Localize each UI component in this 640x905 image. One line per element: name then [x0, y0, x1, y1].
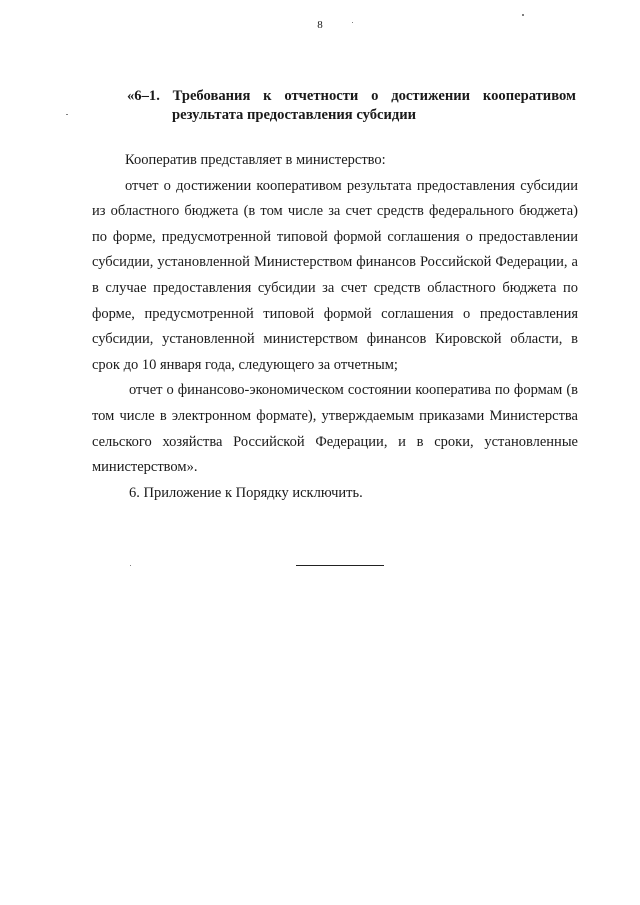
heading-word: о	[371, 88, 379, 104]
scan-speck	[130, 565, 131, 566]
page-number: 8	[317, 19, 323, 31]
scan-speck	[522, 14, 524, 16]
report-result-paragraph: отчет о достижении кооперативом результата предоставления субсидии из областного бюджета (в том числе за счет средств федерального бюджета) по форме, предусмотренной типовой формой соглашения о предоставлении субсидии, установленной Министерством финансов Российской Федерации, а в случае предоставления субсидии за счет средств областного бюджета по форме, предусмотренной типовой формой соглашения о предоставления субсидии, установленной министерством финансов Кировской области, в срок до 10 января года, следующего за отчетным;	[92, 177, 578, 373]
closing-separator-line	[296, 565, 384, 566]
heading-word: «6–1.	[127, 88, 160, 104]
heading-word: кооперативом	[482, 88, 576, 104]
document-body	[92, 148, 578, 506]
report-financial-paragraph: отчет о финансово-экономическом состоянии кооператива по формам (в том числе в электронном формате), утверждаемым приказами Министерства сельского хозяйства Российской Федерации, и в сроки, установленные министерством».	[92, 382, 578, 476]
heading-word: к	[263, 88, 272, 104]
scan-speck	[352, 22, 353, 23]
heading-line-2: результата предоставления субсидии	[172, 107, 417, 123]
appendix-paragraph: 6. Приложение к Порядку исключить.	[129, 484, 363, 501]
heading-line-1	[127, 87, 576, 106]
heading-word: Требования	[172, 88, 251, 104]
heading-word: достижении	[391, 88, 471, 104]
scan-speck	[66, 114, 68, 115]
heading-word: отчетности	[284, 88, 359, 104]
section-heading	[127, 87, 576, 125]
intro-paragraph: Кооператив представляет в министерство:	[125, 152, 386, 168]
